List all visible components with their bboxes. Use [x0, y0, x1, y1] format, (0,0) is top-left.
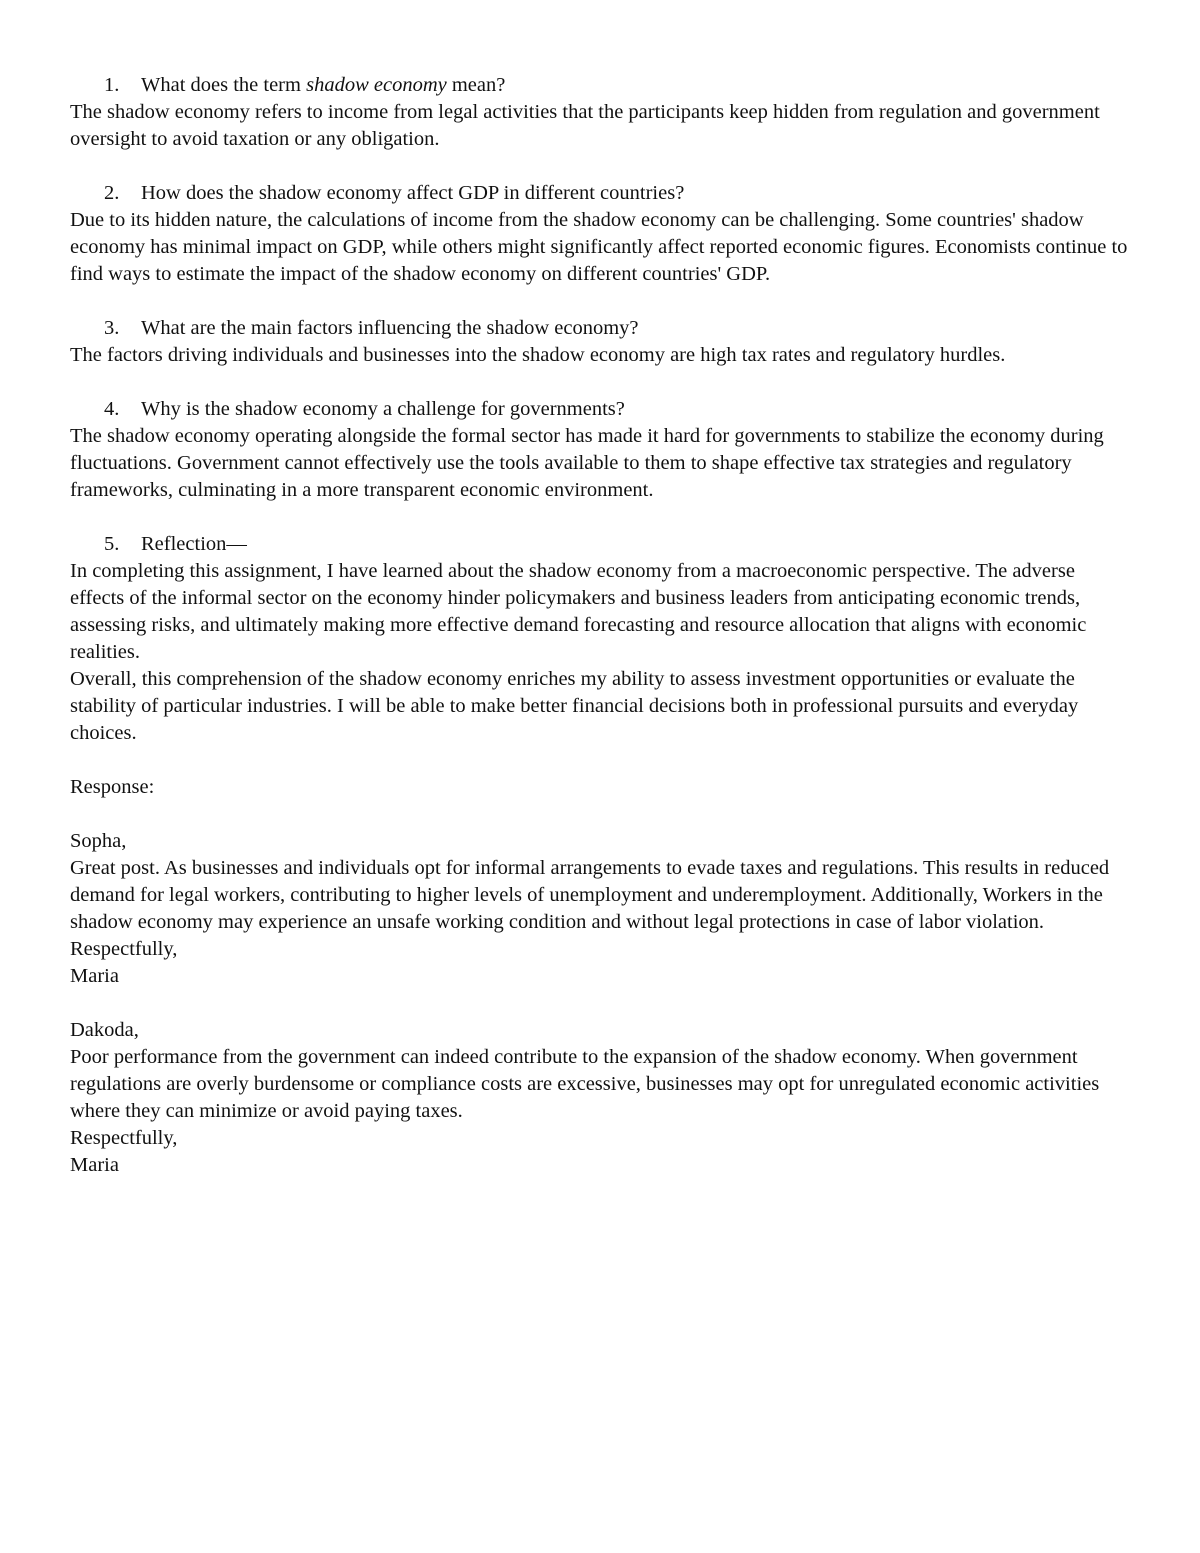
question-1	[70, 72, 1130, 99]
response-closing: Respectfully,	[70, 1127, 178, 1149]
question-text-start: What does the term	[141, 74, 307, 96]
question-number: 5.	[104, 533, 120, 555]
response-greeting: Dakoda,	[70, 1019, 139, 1041]
question-3	[70, 315, 1130, 342]
question-5	[70, 531, 1130, 558]
response-label: Response:	[70, 776, 155, 798]
response-1	[70, 828, 1130, 990]
question-4	[70, 396, 1130, 423]
reflection-paragraph-2: Overall, this comprehension of the shadow economy enriches my ability to assess investment opportunities or evaluate the stability of particular industries. I will be able to make better financial decisions both in professional pursuits and everyday choices.	[70, 668, 1079, 744]
question-number: 3.	[104, 317, 120, 339]
question-text: What are the main factors influencing the shadow economy?	[141, 317, 639, 339]
answer-1: The shadow economy refers to income from legal activities that the participants keep hidden from regulation and government oversight to avoid taxation or any obligation.	[70, 101, 1100, 150]
question-text: Why is the shadow economy a challenge for governments?	[141, 398, 625, 420]
question-2	[70, 180, 1130, 207]
response-body: Poor performance from the government can indeed contribute to the expansion of the shadow economy. When government regulations are overly burdensome or compliance costs are excessive, businesses may opt for unregulated economic activities where they can minimize or avoid paying taxes.	[70, 1046, 1100, 1122]
reflection-paragraph-1: In completing this assignment, I have learned about the shadow economy from a macroeconomic perspective. The adverse effects of the informal sector on the economy hinder policymakers and business leaders from anticipating economic trends, assessing risks, and ultimately making more effective demand forecasting and resource allocation that aligns with economic realities.	[70, 560, 1087, 663]
response-closing: Respectfully,	[70, 938, 178, 960]
question-text: Reflection—	[141, 533, 247, 555]
response-signature: Maria	[70, 1154, 119, 1176]
response-signature: Maria	[70, 965, 119, 987]
question-number: 4.	[104, 398, 120, 420]
question-text	[141, 72, 1130, 99]
question-number: 2.	[104, 182, 120, 204]
response-2	[70, 1017, 1130, 1179]
response-body: Great post. As businesses and individuals opt for informal arrangements to evade taxes and regulations. This results in reduced demand for legal workers, contributing to higher levels of unemployment and underemployment. Additionally, Workers in the shadow economy may experience an unsafe working condition and without legal protections in case of labor violation.	[70, 857, 1110, 933]
response-greeting: Sopha,	[70, 830, 127, 852]
question-text-emphasis: shadow economy	[306, 74, 447, 96]
question-number: 1.	[104, 74, 120, 96]
question-text-end: mean?	[446, 74, 506, 96]
question-text: How does the shadow economy affect GDP in different countries?	[141, 182, 685, 204]
answer-4: The shadow economy operating alongside the formal sector has made it hard for governments to stabilize the economy during fluctuations. Government cannot effectively use the tools available to them to shape effective tax strategies and regulatory frameworks, culminating in a more transparent economic environment.	[70, 425, 1104, 501]
answer-3: The factors driving individuals and businesses into the shadow economy are high tax rates and regulatory hurdles.	[70, 344, 1006, 366]
answer-2: Due to its hidden nature, the calculations of income from the shadow economy can be challenging. Some countries' shadow economy has minimal impact on GDP, while others might significantly affect reported economic figures. Economists continue to find ways to estimate the impact of the shadow economy on different countries' GDP.	[70, 209, 1128, 285]
